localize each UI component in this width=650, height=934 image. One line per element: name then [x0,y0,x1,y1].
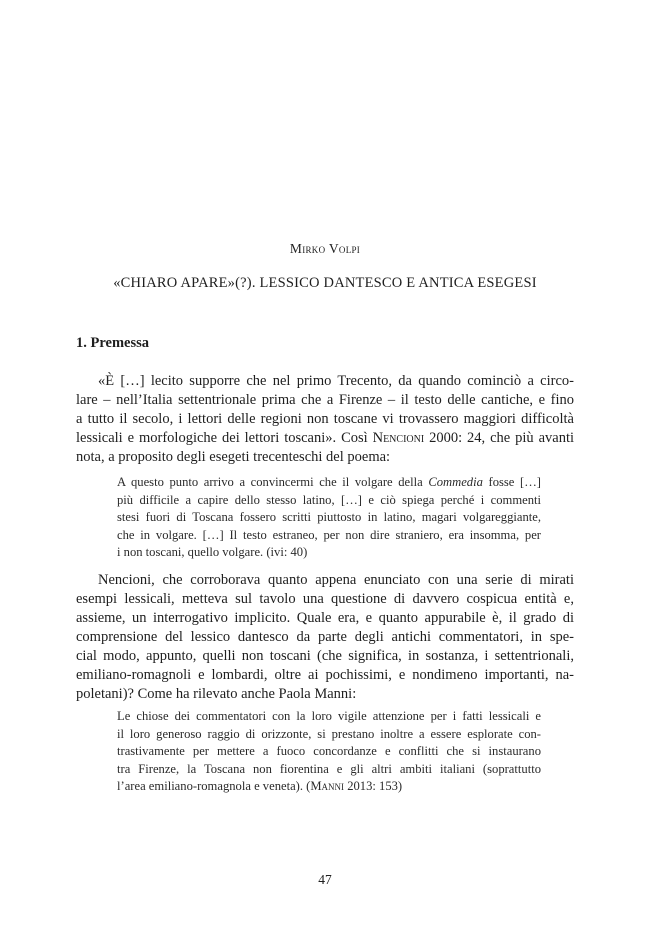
text-line: comprensione del lessico dantesco da parte degli antichi commentatori, in spe- [76,629,574,645]
text-line: esempi lessicali, metteva sul tavolo una questione di davvero cospicua entità e, [76,591,574,607]
section-heading: 1. Premessa [76,335,150,351]
block-quote-2 [117,708,541,796]
quote-line: tra Firenze, la Toscana non fiorentina e gli altri ambiti italiani (soprattutto [117,761,541,776]
text-line: poletani)? Come ha rilevato anche Paola Manni: [76,686,357,702]
italic-title: Commedia [428,475,483,489]
text-line: emiliano-romagnoli e lombardi, oltre ai pochissimi, e nondimeno importanti, na- [76,667,574,683]
text-line: Nencioni, che corroborava quanto appena enunciato con una serie di mirati [98,572,574,588]
paragraph-2 [76,571,574,704]
page-number: 47 [318,872,332,887]
text-segment: lessicali e morfologiche dei lettori toscani». Così [76,430,368,446]
text-line: a tutto il secolo, i lettori delle regioni non toscane vi trovassero maggiori difficoltà [76,411,574,427]
text-line [76,429,574,448]
quote-line: che in volgare. […] Il testo estraneo, per non dire straniero, era insomma, per [117,527,541,542]
citation-author: Manni [310,779,345,793]
author-name: Mirko Volpi [289,241,361,256]
text-line: «È […] lecito supporre che nel primo Trecento, da quando cominciò a circo- [98,373,574,389]
quote-line: il loro generoso raggio di orizzonte, si prestano inoltre a essere esplorate con- [117,726,541,741]
citation-reference: 2000: 24, che più avanti [424,430,575,446]
article-title: «CHIARO APARE»(?). LESSICO DANTESCO E ANTICA ESEGESI [113,275,537,291]
text-line: lare – nell’Italia settentrionale prima che a Firenze – il testo delle cantiche, e fino [76,392,574,408]
quote-line [117,778,541,796]
block-quote-1 [117,474,541,562]
quote-line [117,474,541,492]
text-line: cial modo, appunto, quelli non toscani (che significa, in sostanza, i settentrionali, [76,648,574,664]
quote-line: più difficile a capire dello stesso latino, […] e ciò spiega perché i commenti [117,492,541,507]
quote-line: stesi fuori di Toscana fossero scritti piuttosto in latino, magari volgareggiante, [117,510,541,524]
quote-line: i non toscani, quello volgare. (ivi: 40) [117,545,308,559]
paragraph-1 [76,372,574,467]
text-line: nota, a proposito degli esegeti trecenteschi del poema: [76,449,391,465]
text-segment: fosse […] [482,475,541,489]
citation-reference: 2013: 153) [344,779,403,793]
text-segment: A questo punto arrivo a convincermi che il volgare della [117,475,423,489]
quote-line: Le chiose dei commentatori con la loro vigile attenzione per i fatti lessicali e [117,709,541,723]
quote-line: trastivamente per mettere a fuoco concordanze e conflitti che si instaurano [117,744,541,758]
citation-author: Nencioni [372,430,425,446]
text-line: assieme, un interrogativo implicito. Quale era, e quanto appurabile è, il grado di [76,610,574,626]
text-segment: l’area emiliano-romagnola e veneta). ( [117,779,311,793]
